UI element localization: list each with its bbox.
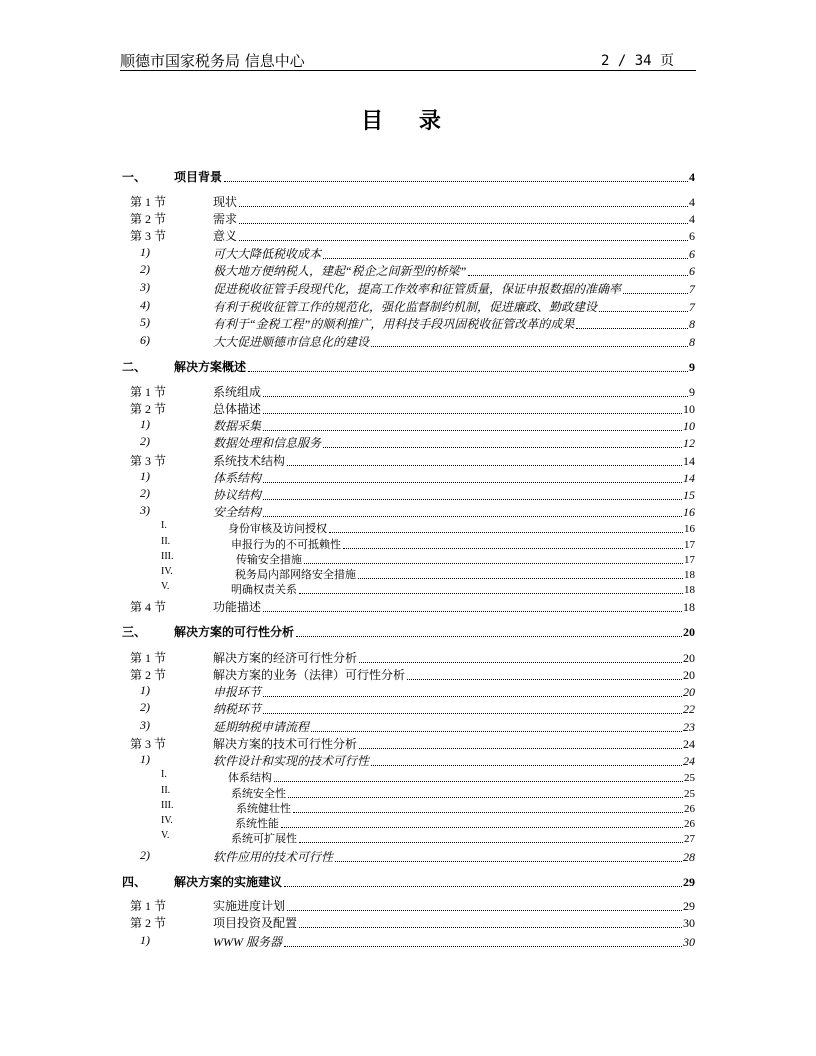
toc-entry[interactable]	[0, 315, 816, 331]
dot-leader	[293, 812, 683, 813]
toc-entry-page: 25	[684, 788, 695, 800]
toc-entry[interactable]	[0, 168, 816, 184]
toc-entry[interactable]	[0, 598, 816, 614]
dot-leader	[599, 311, 688, 312]
toc-entry-label: 项目背景	[174, 170, 223, 184]
toc-entry-number: 2)	[140, 700, 150, 714]
toc-entry-page: 15	[683, 488, 695, 502]
toc-entry-label: 现状	[213, 195, 238, 209]
toc-entry-number: 二、	[122, 360, 147, 374]
toc-entry-label: 延期纳税申请流程	[213, 720, 310, 734]
dot-leader	[284, 946, 682, 947]
toc-entry[interactable]	[0, 452, 816, 468]
toc-entry[interactable]	[0, 815, 816, 831]
dot-leader	[263, 696, 682, 697]
toc-entry-label: 有利于税收征管工作的规范化，强化监督制约机制，促进廉政、勤政建设	[213, 300, 598, 314]
dot-leader	[263, 430, 682, 431]
toc-entry[interactable]	[0, 683, 816, 699]
toc-entry[interactable]	[0, 520, 816, 536]
toc-entry[interactable]	[0, 227, 816, 243]
dot-leader	[239, 206, 688, 207]
toc-entry[interactable]	[0, 333, 816, 349]
toc-entry-label: 极大地方便纳税人，建起“税企之间新型的桥梁”	[213, 264, 467, 278]
toc-entry-number: 1)	[140, 752, 150, 766]
header-page-indicator: 2 / 34 页	[600, 53, 674, 69]
toc-entry-page: 24	[683, 754, 695, 768]
dot-leader	[304, 563, 683, 564]
toc-entry-page: 29	[683, 899, 695, 913]
toc-entry[interactable]	[0, 897, 816, 913]
dot-leader	[263, 413, 682, 414]
toc-entry[interactable]	[0, 434, 816, 450]
toc-entry-page: 10	[683, 419, 695, 433]
toc-entry[interactable]	[0, 383, 816, 399]
toc-entry-label: 软件设计和实现的技术可行性	[213, 754, 370, 768]
toc-entry-number: 1)	[140, 469, 150, 483]
dot-leader	[287, 465, 682, 466]
dot-leader	[263, 611, 682, 612]
toc-entry[interactable]	[0, 400, 816, 416]
toc-entry-label: 解决方案的技术可行性分析	[213, 737, 358, 751]
toc-entry-label: 申报环节	[213, 685, 262, 699]
toc-entry-number: 5)	[140, 315, 150, 329]
toc-entry-number: 2)	[140, 262, 150, 276]
dot-leader	[224, 181, 688, 182]
toc-entry[interactable]	[0, 581, 816, 597]
toc-entry-label: 需求	[213, 212, 238, 226]
toc-entry-label: 促进税收征管手段现代化，提高工作效率和征管质量，保证申报数据的准确率	[213, 282, 622, 296]
toc-entry[interactable]	[0, 666, 816, 682]
toc-entry-number: V.	[161, 830, 170, 841]
toc-entry-page: 16	[684, 523, 695, 535]
toc-entry-label: 可大大降低税收成本	[213, 247, 322, 261]
toc-entry[interactable]	[0, 358, 816, 374]
dot-leader	[263, 499, 682, 500]
toc-entry-page: 4	[689, 170, 695, 184]
toc-entry-label: 解决方案概述	[174, 360, 247, 374]
dot-leader	[296, 636, 682, 637]
toc-entry-page: 18	[684, 569, 695, 581]
dot-leader	[263, 396, 688, 397]
dot-leader	[281, 827, 683, 828]
toc-entry-number: III.	[161, 800, 174, 811]
toc-entry-number: 2)	[140, 486, 150, 500]
toc-entry-number: 第 2 节	[130, 668, 167, 682]
dot-leader	[274, 781, 683, 782]
toc-entry[interactable]	[0, 566, 816, 582]
toc-entry[interactable]	[0, 536, 816, 552]
toc-entry-number: 第 3 节	[130, 229, 167, 243]
toc-entry[interactable]	[0, 752, 816, 768]
toc-entry-number: IV.	[161, 566, 173, 577]
dot-leader	[358, 578, 683, 579]
toc-entry-label: 协议结构	[213, 488, 262, 502]
dot-leader	[323, 258, 688, 259]
toc-entry-label: 数据采集	[213, 419, 262, 433]
toc-entry-number: 第 3 节	[130, 454, 167, 468]
toc-entry[interactable]	[0, 280, 816, 296]
toc-entry-number: 四、	[122, 875, 147, 889]
toc-entry-page: 9	[689, 385, 695, 399]
toc-entry-label: 解决方案的实施建议	[174, 875, 283, 889]
toc-entry-page: 12	[683, 436, 695, 450]
toc-entry[interactable]	[0, 623, 816, 639]
toc-entry-number: 1)	[140, 933, 150, 947]
toc-entry-number: V.	[161, 581, 170, 592]
toc-entry[interactable]	[0, 245, 816, 261]
toc-entry-number: 第 3 节	[130, 737, 167, 751]
dot-leader	[263, 482, 682, 483]
toc-entry-number: 1)	[140, 417, 150, 431]
toc-entry-number: III.	[161, 551, 174, 562]
toc-entry-number: 第 2 节	[130, 212, 167, 226]
toc-entry-label: 系统技术结构	[213, 454, 286, 468]
toc-entry[interactable]	[0, 193, 816, 209]
dot-leader	[407, 679, 682, 680]
dot-leader	[263, 713, 682, 714]
toc-entry-label: 税务局内部网络安全措施	[235, 569, 356, 581]
toc-entry[interactable]	[0, 417, 816, 433]
dot-leader	[576, 328, 688, 329]
toc-entry-label: 大大促进顺德市信息化的建设	[213, 335, 370, 349]
toc-entry-number: I.	[161, 769, 167, 780]
toc-entry-number: 1)	[140, 245, 150, 259]
toc-entry-number: 第 1 节	[130, 651, 167, 665]
toc-entry[interactable]	[0, 551, 816, 567]
toc-entry[interactable]	[0, 486, 816, 502]
toc-entry-number: 第 1 节	[130, 385, 167, 399]
dot-leader	[299, 927, 682, 928]
toc-entry-number: II.	[161, 785, 171, 796]
dot-leader	[239, 223, 688, 224]
toc-entry-label: 功能描述	[213, 600, 262, 614]
toc-entry-page: 25	[684, 772, 695, 784]
dot-leader	[288, 797, 683, 798]
toc-entry-label: 纳税环节	[213, 702, 262, 716]
toc-entry-page: 20	[683, 668, 695, 682]
toc-entry-number: 第 2 节	[130, 916, 167, 930]
toc-entry-page: 6	[689, 264, 695, 278]
toc-entry-number: 2)	[140, 434, 150, 448]
toc-entry-number: 第 1 节	[130, 195, 167, 209]
toc-entry-number: 3)	[140, 503, 150, 517]
toc-entry-page: 23	[683, 720, 695, 734]
toc-entry-label: 传输安全措施	[236, 554, 302, 566]
toc-entry[interactable]	[0, 503, 816, 519]
toc-entry-page: 8	[689, 317, 695, 331]
toc-entry[interactable]	[0, 769, 816, 785]
dot-leader	[335, 861, 682, 862]
dot-leader	[323, 447, 682, 448]
toc-entry-label: 系统可扩展性	[231, 833, 297, 845]
toc-entry-page: 4	[689, 195, 695, 209]
dot-leader	[263, 516, 682, 517]
toc-entry-number: 4)	[140, 298, 150, 312]
toc-entry[interactable]	[0, 848, 816, 864]
toc-entry-number: 第 1 节	[130, 899, 167, 913]
dot-leader	[287, 910, 682, 911]
dot-leader	[359, 748, 682, 749]
toc-entry-label: 总体描述	[213, 402, 262, 416]
toc-entry[interactable]	[0, 262, 816, 278]
toc-entry-number: 1)	[140, 683, 150, 697]
toc-entry-number: 6)	[140, 333, 150, 347]
toc-entry[interactable]	[0, 735, 816, 751]
toc-entry-number: 2)	[140, 848, 150, 862]
toc-title: 目 录	[361, 109, 455, 134]
toc-entry-label: 系统安全性	[231, 788, 286, 800]
toc-entry-page: 20	[683, 685, 695, 699]
toc-entry-page: 14	[683, 454, 695, 468]
toc-entry-label: 实施进度计划	[213, 899, 286, 913]
toc-entry[interactable]	[0, 718, 816, 734]
toc-entry-label: 解决方案的可行性分析	[174, 625, 295, 639]
dot-leader	[468, 275, 688, 276]
dot-leader	[359, 662, 682, 663]
toc-entry-label: 解决方案的业务（法律）可行性分析	[213, 668, 406, 682]
toc-entry-label: 项目投资及配置	[213, 916, 298, 930]
toc-entry-page: 8	[689, 335, 695, 349]
toc-entry-page: 24	[683, 737, 695, 751]
toc-entry-page: 28	[683, 850, 695, 864]
toc-entry-label: 系统组成	[213, 385, 262, 399]
dot-leader	[329, 532, 683, 533]
toc-entry[interactable]	[0, 873, 816, 889]
toc-entry-page: 26	[684, 803, 695, 815]
toc-entry-page: 7	[689, 282, 695, 296]
toc-entry-page: 27	[684, 833, 695, 845]
toc-entry[interactable]	[0, 469, 816, 485]
toc-entry[interactable]	[0, 298, 816, 314]
toc-entry-page: 16	[683, 505, 695, 519]
toc-entry-label: WWW 服务器	[213, 935, 282, 949]
toc-entry-number: 3)	[140, 718, 150, 732]
toc-entry-label: 明确权责关系	[231, 584, 297, 596]
toc-entry[interactable]	[0, 914, 816, 930]
dot-leader	[371, 765, 682, 766]
toc-entry[interactable]	[0, 800, 816, 816]
toc-entry-label: 软件应用的技术可行性	[213, 850, 334, 864]
toc-entry-label: 体系结构	[228, 772, 272, 784]
toc-entry-page: 20	[683, 651, 695, 665]
toc-entry[interactable]	[0, 785, 816, 801]
toc-entry-label: 意义	[213, 229, 238, 243]
dot-leader	[299, 593, 683, 594]
toc-entry-number: II.	[161, 536, 171, 547]
toc-entry-page: 17	[684, 554, 695, 566]
dot-leader	[371, 346, 688, 347]
dot-leader	[239, 240, 688, 241]
toc-entry[interactable]	[0, 830, 816, 846]
toc-entry-label: 体系结构	[213, 471, 262, 485]
toc-entry-number: 3)	[140, 280, 150, 294]
toc-entry-page: 20	[683, 625, 695, 639]
toc-entry-page: 6	[689, 247, 695, 261]
toc-entry-page: 22	[683, 702, 695, 716]
toc-entry-label: 系统健壮性	[236, 803, 291, 815]
dot-leader	[284, 886, 682, 887]
toc-entry-number: 第 4 节	[130, 600, 167, 614]
toc-entry-page: 26	[684, 818, 695, 830]
header-organization: 顺德市国家税务局 信息中心	[120, 52, 305, 70]
toc-entry-label: 系统性能	[235, 818, 279, 830]
toc-entry-page: 4	[689, 212, 695, 226]
toc-entry-page: 17	[684, 539, 695, 551]
toc-entry-number: 第 2 节	[130, 402, 167, 416]
toc-entry-label: 身份审核及访问授权	[228, 523, 327, 535]
toc-entry-page: 9	[689, 360, 695, 374]
toc-entry-label: 数据处理和信息服务	[213, 436, 322, 450]
toc-entry-page: 29	[683, 875, 695, 889]
toc-entry-number: 一、	[122, 170, 147, 184]
toc-entry-label: 解决方案的经济可行性分析	[213, 651, 358, 665]
toc-entry-page: 6	[689, 229, 695, 243]
toc-entry[interactable]	[0, 700, 816, 716]
toc-entry-page: 14	[683, 471, 695, 485]
dot-leader	[248, 371, 688, 372]
toc-entry-label: 申报行为的不可抵赖性	[231, 539, 341, 551]
dot-leader	[299, 842, 683, 843]
toc-entry-number: 三、	[122, 625, 147, 639]
toc-entry-page: 30	[683, 935, 695, 949]
toc-entry-page: 30	[683, 916, 695, 930]
dot-leader	[343, 548, 683, 549]
toc-entry[interactable]	[0, 933, 816, 949]
toc-entry-number: IV.	[161, 815, 173, 826]
toc-entry-page: 18	[683, 600, 695, 614]
toc-entry[interactable]	[0, 210, 816, 226]
toc-entry-page: 7	[689, 300, 695, 314]
toc-entry-label: 安全结构	[213, 505, 262, 519]
dot-leader	[623, 293, 688, 294]
toc-entry-number: I.	[161, 520, 167, 531]
toc-entry-label: 有利于“金税工程”的顺利推广，用科技手段巩固税收征管改革的成果	[213, 317, 575, 331]
toc-entry-page: 18	[684, 584, 695, 596]
toc-entry-page: 10	[683, 402, 695, 416]
toc-entry[interactable]	[0, 649, 816, 665]
dot-leader	[311, 731, 682, 732]
